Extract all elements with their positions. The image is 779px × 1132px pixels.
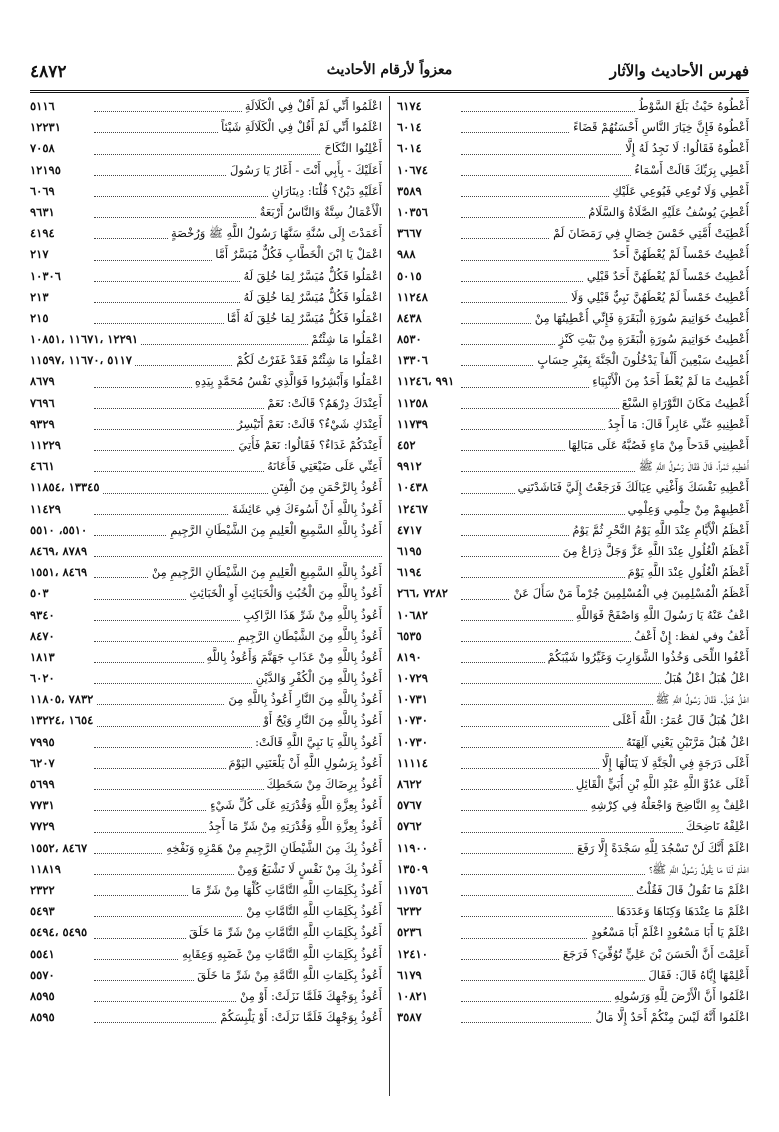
- entry-ref: ٢٣٢٢: [30, 882, 58, 899]
- entry-text: أَعْطِيهِمْ مِنْ حِلْمِي وَعِلْمِي: [625, 501, 749, 518]
- index-entry: [30, 1007, 382, 1028]
- index-entry: [30, 541, 382, 562]
- index-entry: [30, 96, 382, 117]
- index-entry: [30, 562, 382, 583]
- entry-ref: ١١٢٥٨: [397, 395, 431, 412]
- index-entry: [397, 223, 749, 244]
- entry-ref: ٧٧٣١: [30, 797, 58, 814]
- entry-text: اعْفُ عَنْهُ يَا رَسُولَ اللَّهِ وَاصْفَحْ فَوَاللَّهِ: [573, 607, 749, 624]
- index-entry: [397, 350, 749, 371]
- entry-text: اعْلَمْ لَنَا مَا يَقُولُ رَسُولُ اللَّهِ ﷺ؟: [646, 861, 749, 878]
- index-entry: [30, 223, 382, 244]
- index-entry: [397, 181, 749, 202]
- index-entry: [397, 901, 749, 922]
- entry-text: اعْلِفْ بِهِ النَّاضِحَ وَاجْعَلْهُ فِي كِرْشِهِ: [588, 797, 749, 814]
- index-entry: [397, 1007, 749, 1028]
- index-entry: [397, 541, 749, 562]
- entry-ref: ٨٥٩٥: [30, 988, 58, 1005]
- entry-text: أُعْطِيتُ خَمْساً لَمْ يُعْطَهُنَّ نَبِيٌّ قَبْلِي وَلَا: [568, 289, 749, 306]
- entry-text: أَعْلِمْهَا إِيَّاهُ قَالَ: فَقَالَ: [645, 967, 749, 984]
- index-entry: [30, 414, 382, 435]
- index-entry: [397, 244, 749, 265]
- entry-ref: ١١٢٤٨: [397, 289, 431, 306]
- index-entry: [397, 287, 749, 308]
- entry-ref: ٨٥٩٥: [30, 1009, 58, 1026]
- entry-ref: ٦٠١٤: [397, 119, 425, 136]
- entry-ref: ٩٣٢٩: [30, 416, 58, 433]
- entry-text: اعْلُ هُبَلُ. فَقَالَ رَسُولُ اللَّهِ ﷺ: [653, 691, 749, 708]
- entry-ref: ٨٦٧٩: [30, 373, 58, 390]
- index-entry: [30, 880, 382, 901]
- entry-text: اعْلَمْ مَا تَقُولُ قَالَ فَقُلْتُ: [633, 882, 749, 899]
- index-entry: [397, 308, 749, 329]
- index-entry: [397, 329, 749, 350]
- index-entry: [30, 859, 382, 880]
- index-entry: [30, 138, 382, 159]
- entry-text: أَعُوذُ بِكَلِمَاتِ اللَّهِ التَّامَّاتِ كُلِّهَا مِنْ شَرِّ مَا: [188, 882, 382, 899]
- entry-ref: ١٠٨٢١: [397, 988, 431, 1005]
- entry-text: الْأَعْمَالُ سِتَّةٌ وَالنَّاسُ أَرْبَعَةٌ: [257, 204, 382, 221]
- entry-text: أَعُوذُ بِاللَّهِ مِنَ الْخُبُثِ وَالْخَبَائِثِ أَوِ الْخَبَائِثِ: [186, 585, 382, 602]
- index-entry: [397, 117, 749, 138]
- entry-text: اعْلَمُوا أَنَّهُ لَيْسَ مِنْكُمْ أَحَدٌ إِلَّا مَالُ: [592, 1009, 749, 1026]
- index-entry: [397, 626, 749, 647]
- index-entry: [397, 965, 749, 986]
- entry-text: أَعْطِنِيهِ عَنِّي عَابِراً قَالَ: مَا أَجِدُ: [605, 416, 749, 433]
- entry-text: اعْلَمْ يَا أَبَا مَسْعُودٍ اعْلَمْ أَبَا مَسْعُودٍ: [588, 924, 749, 941]
- entry-ref: ٥١١٧ ،١١٦٧٠ ،١١٥٩٧: [30, 352, 135, 369]
- entry-ref: ٥١١٦: [30, 98, 58, 115]
- entry-ref: ٨٤٣٨: [397, 310, 425, 327]
- entry-ref: ٦٥٣٥: [397, 628, 425, 645]
- entry-ref: ٥٧٦٢: [397, 818, 425, 835]
- index-entry: [30, 181, 382, 202]
- index-entry: [397, 838, 749, 859]
- entry-text: أَعُوذُ بِاللَّهِ مِنَ الشَّيْطَانِ الرَّجِيمِ: [235, 628, 382, 645]
- entry-ref: ١١٩٠٠: [397, 840, 431, 857]
- entry-text: أَعُوذُ بِاللَّهِ السَّمِيعِ الْعَلِيمِ مِنَ الشَّيْطَانِ الرَّجِيمِ: [167, 522, 382, 539]
- header-rule: [30, 90, 749, 93]
- entry-ref: ١٢٤١٠: [397, 946, 431, 963]
- entry-text: اعْلِفْهُ نَاضِحَكَ: [683, 818, 749, 835]
- entry-text: أَعِنْدَكِ شَيْءٌ؟ قَالَتْ: نَعَمْ أَتَيْسِرُ: [234, 416, 382, 433]
- entry-text: أَعُوذُ بِاللَّهِ مِنَ النَّارِ وَيْحٌ أَوْ: [260, 712, 382, 729]
- index-entry: [397, 859, 749, 880]
- index-column-right: [397, 96, 749, 1096]
- entry-text: اعْلَمُوا أَنِّي لَمْ أَقُلْ فِي الْكَلَالَةِ شَيْئاً: [218, 119, 382, 136]
- index-entry: [30, 732, 382, 753]
- entry-ref: ٦٠٢٠: [30, 670, 58, 687]
- entry-text: أُعْطِيَ يُوسُفُ عَلَيْهِ الصَّلَاةُ وَالسَّلَامُ: [585, 204, 749, 221]
- column-divider: [389, 96, 390, 1096]
- entry-ref: ٧٧٢٩: [30, 818, 58, 835]
- entry-ref: ١٢٢٩١ ،١١٦٧١ ،١٠٨٥١: [30, 331, 141, 348]
- entry-ref: ٨٦٢٢: [397, 776, 425, 793]
- entry-ref: ١٠٤٣٨: [397, 479, 431, 496]
- entry-text: أَعُوذُ بِكَ مِنْ نَفْسٍ لَا تَشْبَعُ وَمِنْ: [234, 861, 382, 878]
- entry-ref: ١٠٧٣١: [397, 691, 431, 708]
- index-entry: [397, 710, 749, 731]
- index-entry: [30, 816, 382, 837]
- entry-text: أَعُوذُ بِاللَّهِ مِنَ النَّارِ أَعُوذُ بِاللَّهِ مِنَ: [225, 691, 382, 708]
- entry-text: أَعَمَدْتَ إِلَى سُنَّةِ سَنَّهَا رَسُولُ اللَّهِ ﷺ وَرُخْصَةٍ: [168, 225, 382, 242]
- entry-ref: ٣٦٦٧: [397, 225, 425, 242]
- entry-ref: ١٢٤٦٧: [397, 501, 431, 518]
- index-entry: [397, 668, 749, 689]
- entry-ref: ٨١٩٠: [397, 649, 425, 666]
- entry-ref: ٢١٥: [30, 310, 52, 327]
- entry-text: أُعْطِيتُ خَمْساً لَمْ يُعْطَهُنَّ أَحَدٌ قَبْلِي: [584, 268, 749, 285]
- entry-ref: ٩٩١٢: [397, 458, 425, 475]
- entry-ref: ٧٢٨٢ ،٢٦٦: [397, 585, 451, 602]
- entry-text: أَعْظَمُ الْمُسْلِمِينَ فِي الْمُسْلِمِينَ جُرْماً مَنْ سَأَلَ عَنْ: [510, 585, 749, 602]
- index-entry: [397, 435, 749, 456]
- index-entry: [30, 520, 382, 541]
- entry-text: أَعُوذُ بِكَلِمَاتِ اللَّهِ التَّامَّاتِ مِنْ غَضَبِهِ وَعِقَابِهِ: [179, 946, 382, 963]
- index-entry: [397, 880, 749, 901]
- index-entry: [30, 287, 382, 308]
- entry-text: اعْمَلُوا مَا شِئْتُمْ فَقَدْ غَفَرْتُ لَكُمْ: [233, 352, 382, 369]
- entry-ref: ٧٨٣٢ ،١١٨٠٥: [30, 691, 96, 708]
- entry-ref: ٥٤٩٥ ،٥٤٩٤: [30, 924, 90, 941]
- index-entry: [397, 795, 749, 816]
- entry-text: اعْمَلُوا وَأَبْشِرُوا فَوَالَّذِي نَفْسُ مُحَمَّدٍ بِيَدِهِ: [192, 373, 382, 390]
- entry-text: أَعْطِيهِ نَفْسَكَ وَأَغْنِي عِيَالَكَ فَرَجَعْتُ إِلَيَّ فَنَاشَدْتَنِي: [515, 479, 749, 496]
- entry-text: أَعِنِّي عَلَى ضَيْعَتِي فَأَعَانَهُ: [264, 458, 382, 475]
- entry-ref: ٤٧١٧: [397, 522, 425, 539]
- index-entry: [397, 944, 749, 965]
- entry-text: اعْلُ هُبَلُ اعْلُ هُبَلُ: [661, 670, 749, 687]
- index-entry: [30, 499, 382, 520]
- entry-text: اعْلُ هُبَلُ مَرَّتَيْنِ يَعْنِي آلِهَتَهُ: [623, 734, 749, 751]
- entry-text: أَعُوذُ بِكَلِمَاتِ اللَّهِ التَّامَّةِ مِنْ شَرِّ مَا خَلَقَ: [194, 967, 382, 984]
- index-entry: [30, 371, 382, 392]
- entry-ref: ٥٦٩٩: [30, 776, 58, 793]
- entry-text: أَعْطُوهُ حَيْثُ بَلَغَ السَّوْطُ: [635, 98, 749, 115]
- index-entry: [30, 244, 382, 265]
- page-subtitle: معزواً لأرقام الأحاديث: [326, 62, 453, 78]
- entry-text: أُعْطِيتُ مَا لَمْ يُعْطَ أَحَدٌ مِنَ الْأَنْبِيَاءِ: [589, 373, 749, 390]
- index-entry: [397, 816, 749, 837]
- entry-ref: ١١٤٢٩: [30, 501, 64, 518]
- entry-ref: ٥٧٦٧: [397, 797, 425, 814]
- leader-dots: [94, 556, 382, 557]
- entry-ref: ٢١٧: [30, 246, 52, 263]
- index-entry: [30, 965, 382, 986]
- entry-text: أَعُوذُ بِكَ مِنَ الشَّيْطَانِ الرَّجِيمِ مِنْ هَمْزِهِ وَنَفْخِهِ: [163, 840, 382, 857]
- entry-ref: ١٠٧٣٠: [397, 734, 431, 751]
- book-title: فهرس الأحاديث والآثار: [609, 62, 749, 80]
- entry-text: أَعُوذُ بِرَسُولِ اللَّهِ أَنْ يَلْعَنَنِي اليَوْمَ: [226, 755, 383, 772]
- entry-ref: ٨٥٣٠: [397, 331, 425, 348]
- index-entry: [397, 371, 749, 392]
- index-entry: [397, 138, 749, 159]
- index-entry: [397, 393, 749, 414]
- entry-text: أَعُوذُ بِاللَّهِ السَّمِيعِ الْعَلِيمِ مِنَ الشَّيْطَانِ الرَّجِيمِ مِنْ: [149, 564, 382, 581]
- entry-ref: ٧٠٥٨: [30, 140, 58, 157]
- index-entry: [397, 922, 749, 943]
- index-entry: [397, 605, 749, 626]
- index-entry: [30, 753, 382, 774]
- entry-ref: ٥٥٤١: [30, 946, 58, 963]
- index-entry: [397, 647, 749, 668]
- entry-ref: ٨٤٦٧ ،١٥٥٢: [30, 840, 90, 857]
- entry-text: اعْلَمُوا أَنَّ الْأَرْضَ لِلَّهِ وَرَسُولِهِ: [611, 988, 749, 1005]
- entry-ref: ١١٨١٩: [30, 861, 64, 878]
- index-entry: [30, 668, 382, 689]
- index-entry: [397, 986, 749, 1007]
- entry-text: أَعُوذُ بِكَلِمَاتِ اللَّهِ التَّامَّاتِ مِنْ: [243, 903, 382, 920]
- entry-text: اعْمَلُوا فَكُلٌّ مُيَسَّرٌ لِمَا خُلِقَ لَهُ أَمَّا: [224, 310, 382, 327]
- entry-ref: ٤٦٦١: [30, 458, 58, 475]
- entry-text: أَعُوذُ بِاللَّهِ مِنْ شَرِّ هَذَا الرَّاكِبِ: [240, 607, 382, 624]
- index-entry: [397, 689, 749, 710]
- entry-ref: ١٠٦٧٤: [397, 162, 431, 179]
- index-entry: [30, 583, 382, 604]
- entry-ref: ١٣٣٤٥ ،١١٨٥٤: [30, 479, 103, 496]
- entry-text: أَعَلَيْهِ دَيْنٌ؟ قُلْنَا: دِينَارَانِ: [269, 183, 382, 200]
- index-entry: [30, 944, 382, 965]
- entry-ref: ٩٦٣١: [30, 204, 58, 221]
- index-entry: [30, 922, 382, 943]
- index-entry: [30, 710, 382, 731]
- entry-text: اعْمَلْ يَا ابْنَ الْخَطَّابِ فَكُلٌّ مُيَسَّرٌ أَمَّا: [212, 246, 382, 263]
- index-entry: [397, 774, 749, 795]
- index-entry: [30, 626, 382, 647]
- index-entry: [30, 605, 382, 626]
- entry-ref: ١١٢٢٩: [30, 437, 64, 454]
- entry-text: أَعْفُوا اللِّحَى وَخُذُوا الشَّوَارِبَ وَغَيِّرُوا شَيْبَكُمْ: [545, 649, 749, 666]
- entry-text: أَعْظَمُ الْغُلُولِ عِنْدَ اللَّهِ يَوْمَ: [625, 564, 749, 581]
- entry-text: أَعْطُوهُ فَقَالُوا: لَا نَجِدُ لَهُ إِلَّا: [622, 140, 749, 157]
- index-entry: [30, 350, 382, 371]
- entry-text: أُعْطِيَتْ أُمَّتِي خَمْسَ خِصَالٍ فِي رَمَضَانَ لَمْ: [550, 225, 749, 242]
- entry-ref: ١٣٣٠٦: [397, 352, 431, 369]
- entry-text: أَعِنْدَكُمْ غَدَاءٌ؟ فَقَالُوا: نَعَمْ فَأُتِيَ: [235, 437, 382, 454]
- index-entry: [397, 477, 749, 498]
- entry-text: أَعْطِي بِرَبِّكَ قَالَتْ أَسْمَاءُ: [631, 162, 749, 179]
- entry-ref: ٦١٧٤: [397, 98, 425, 115]
- entry-text: اعْمَلُوا مَا شِئْتُمْ: [308, 331, 382, 348]
- index-entry: [30, 986, 382, 1007]
- entry-text: أَعْلَى عَدُوَّ اللَّهِ عَبْدِ اللَّهِ بْنِ أُبَيٍّ الْقَائِلِ: [573, 776, 749, 793]
- index-entry: [30, 456, 382, 477]
- index-entry: [397, 96, 749, 117]
- index-entry: [30, 774, 382, 795]
- entry-ref: ٨٧٨٩ ،٨٤٦٩: [30, 543, 90, 560]
- entry-text: أُعْطِيتُ خَمْساً لَمْ يُعْطَهُنَّ أَحَدٌ: [610, 246, 749, 263]
- entry-ref: ٢١٣: [30, 289, 52, 306]
- entry-ref: ٩٩١ ،١١٢٤٦: [397, 373, 457, 390]
- entry-ref: ١٢١٩٥: [30, 162, 64, 179]
- entry-ref: ٤٥٢: [397, 437, 419, 454]
- index-entry: [30, 308, 382, 329]
- entry-ref: ١٠٣٠٦: [30, 268, 64, 285]
- entry-text: اعْلَمُوا أَنِّي لَمْ أَقُلْ فِي الْكَلَالَةِ: [242, 98, 382, 115]
- index-entry: [30, 795, 382, 816]
- entry-ref: ١٣٥٠٩: [397, 861, 431, 878]
- index-entry: [30, 266, 382, 287]
- index-entry: [397, 520, 749, 541]
- index-entry: [397, 202, 749, 223]
- entry-text: أَعْطِينِي قَدَحاً مِنْ مَاءٍ فَصُبَّهُ عَلَى مَبَالِهَا: [565, 437, 749, 454]
- entry-ref: ٣٥٨٩: [397, 183, 425, 200]
- index-entry: [30, 689, 382, 710]
- index-entry: [30, 393, 382, 414]
- entry-ref: ٦١٧٩: [397, 967, 425, 984]
- entry-text: أُعْطِيتُ خَوَاتِيمَ سُورَةِ الْبَقَرَةِ فَإِنِّي أُعْطِيتُهَا مِنْ: [532, 310, 749, 327]
- entry-text: أُعْطِيتُ خَوَاتِيمَ سُورَةِ الْبَقَرَةِ مِنْ بَيْتِ كَنْزٍ: [556, 331, 749, 348]
- index-entry: [30, 202, 382, 223]
- index-entry: [397, 583, 749, 604]
- entry-text: اعْمَلُوا فَكُلٌّ مُيَسَّرٌ لِمَا خُلِقَ لَهُ: [240, 289, 382, 306]
- index-entry: [30, 901, 382, 922]
- index-entry: [397, 562, 749, 583]
- entry-text: أَعِنْدَكَ دِرْهَمٌ؟ قَالَتْ: نَعَمْ: [264, 395, 382, 412]
- entry-text: اعْلَمْ أَنَّكَ لَنْ تَسْجُدَ لِلَّهِ سَجْدَةً إِلَّا رَفَعَ: [574, 840, 749, 857]
- index-entry: [30, 160, 382, 181]
- entry-ref: ١٦٥٤ ،١٣٢٢٤: [30, 712, 96, 729]
- index-entry: [30, 117, 382, 138]
- entry-ref: ٥٥٧٠: [30, 967, 58, 984]
- entry-text: أَعُوذُ بِرِضَاكَ مِنْ سَخَطِكَ: [264, 776, 382, 793]
- entry-ref: ١١١١٤: [397, 755, 431, 772]
- entry-text: أَعَلِمْتَ أَنَّ الْحَسَنَ بْنَ عَلِيٍّ تُوُفِّيَ؟ فَرَجَعَ: [560, 946, 749, 963]
- entry-text: أُعْطِيتُ سَبْعِينَ أَلْفاً يَدْخُلُونَ الْجَنَّةَ بِغَيْرِ حِسَابٍ: [534, 352, 749, 369]
- index-entry: [397, 753, 749, 774]
- index-entry: [30, 477, 382, 498]
- entry-ref: ٤١٩٤: [30, 225, 58, 242]
- entry-ref: ٨٤٧٠: [30, 628, 58, 645]
- index-entry: [397, 266, 749, 287]
- entry-ref: ٥٤٩٣: [30, 903, 58, 920]
- entry-text: أَعُوذُ بِعِزَّةِ اللَّهِ وَقُدْرَتِهِ مِنْ شَرِّ مَا أَجِدُ: [206, 818, 382, 835]
- index-entry: [30, 647, 382, 668]
- entry-text: أَعُوذُ بِوَجْهِكَ فَلَمَّا نَزَلَتْ: أَوْ مِنْ: [237, 988, 382, 1005]
- entry-text: أَعُوذُ بِالرَّحْمَنِ مِنَ الْفِتَنِ: [268, 479, 382, 496]
- entry-ref: ٥٠٣: [30, 585, 52, 602]
- entry-text: أَعْلِنُوا النِّكَاحَ: [321, 140, 382, 157]
- entry-ref: ١٠٧٣٠: [397, 712, 431, 729]
- entry-text: أَعْفُ وفي لفظ: إِنْ أَعْفُ: [631, 628, 749, 645]
- entry-ref: ٥٥١٠، ٥٥١٠: [30, 522, 90, 539]
- entry-text: أَعُوذُ بِوَجْهِكَ فَلَمَّا نَزَلَتْ: أَوْ يَلْبِسَكُمْ: [217, 1009, 382, 1026]
- entry-text: أَعْطِي وَلَا تُوعِي فَيُوعِي عَلَيْكِ: [609, 183, 749, 200]
- index-entry: [397, 732, 749, 753]
- entry-ref: ١١٧٥٦: [397, 882, 431, 899]
- index-entry: [397, 414, 749, 435]
- entry-ref: ١٨١٣: [30, 649, 58, 666]
- index-entry: [397, 160, 749, 181]
- entry-ref: ١٠٣٥٦: [397, 204, 431, 221]
- entry-ref: ٧٩٩٥: [30, 734, 58, 751]
- entry-ref: ٩٣٤٠: [30, 607, 58, 624]
- entry-text: أَعُوذُ بِاللَّهِ يَا نَبِيَّ اللَّهِ قَالَتْ:: [252, 734, 382, 751]
- entry-text: أَعْطِيهِ تَمْراً، قَالَ فَقَالَ رَسُولُ اللَّهِ ﷺ: [636, 458, 749, 475]
- index-entry: [397, 456, 749, 477]
- entry-text: أَعُوذُ بِعِزَّةِ اللَّهِ وَقُدْرَتِهِ عَلَى كُلِّ شَيْءٍ: [207, 797, 382, 814]
- index-entry: [30, 838, 382, 859]
- index-entry: [397, 499, 749, 520]
- entry-text: أَعْطُوهُ فَإِنَّ خِيَارَ النَّاسِ أَحْسَنُهُمْ قَضَاءً: [570, 119, 749, 136]
- entry-text: أَعْلَى دَرَجَةٍ فِي الْجَنَّةِ لَا يَنَالُهَا إِلَّا: [599, 755, 749, 772]
- page-header: [30, 62, 749, 88]
- entry-ref: ٣٥٨٧: [397, 1009, 425, 1026]
- entry-ref: ٨٤٦٩ ،١٥٥١: [30, 564, 90, 581]
- entry-text: اعْلَمْ مَا عِنْدَهَا وَكِنَاهَا وَعَدَدَهَا: [614, 903, 749, 920]
- entry-text: أَعُوذُ بِاللَّهِ مِنَ الْكُفْرِ وَالدَّيْنِ: [253, 670, 382, 687]
- entry-ref: ١١٧٣٩: [397, 416, 431, 433]
- entry-ref: ٩٨٨: [397, 246, 419, 263]
- entry-text: أَعُوذُ بِاللَّهِ أَنْ أَسُوءَكَ فِي عَائِشَةَ: [229, 501, 382, 518]
- page-number: ٤٨٧٢: [30, 62, 67, 82]
- entry-text: اعْمَلُوا فَكُلٌّ مُيَسَّرٌ لِمَا خُلِقَ لَهُ: [240, 268, 382, 285]
- index-entry: [30, 329, 382, 350]
- entry-ref: ٦٠٦٩: [30, 183, 58, 200]
- entry-ref: ١٠٧٢٩: [397, 670, 431, 687]
- entry-text: أَعُوذُ بِكَلِمَاتِ اللَّهِ التَّامَّاتِ مِنْ شَرِّ مَا خَلَقَ: [186, 924, 382, 941]
- entry-text: أُعْطِيتُ مَكَانَ التَّوْرَاةِ السَّبْعَ: [619, 395, 749, 412]
- entry-ref: ١٢٢٣١: [30, 119, 64, 136]
- entry-text: اعْلُ هُبَلُ قَالَ عُمَرُ: اللَّهُ أَعْلَى: [610, 712, 750, 729]
- index-entry: [30, 435, 382, 456]
- entry-ref: ٥٢٣٦: [397, 924, 425, 941]
- index-column-left: [30, 96, 382, 1096]
- entry-ref: ٥٠١٥: [397, 268, 425, 285]
- entry-ref: ٧٦٩٦: [30, 395, 58, 412]
- entry-ref: ٦١٩٤: [397, 564, 425, 581]
- entry-text: أَعُوذُ بِاللَّهِ مِنْ عَذَابِ جَهَنَّمَ وَأَعُوذُ بِاللَّهِ: [204, 649, 382, 666]
- entry-ref: ٦١٩٥: [397, 543, 425, 560]
- entry-ref: ٦٠١٤: [397, 140, 425, 157]
- entry-text: أَعَلَيْكَ - بِأَبِي أَنْتَ - أَغَارُ يَا رَسُولَ: [227, 162, 382, 179]
- entry-text: أَعْظَمُ الْغُلُولِ عِنْدَ اللَّهِ عَزَّ وَجَلَّ ذِرَاعٌ مِنَ: [560, 543, 749, 560]
- entry-ref: ٦٢٠٧: [30, 755, 58, 772]
- entry-ref: ٦٢٣٢: [397, 903, 425, 920]
- entry-text: أَعْظَمُ الْأَيَّامِ عِنْدَ اللَّهِ يَوْمُ النَّحْرِ ثُمَّ يَوْمُ: [569, 522, 749, 539]
- entry-ref: ١٠٦٨٢: [397, 607, 431, 624]
